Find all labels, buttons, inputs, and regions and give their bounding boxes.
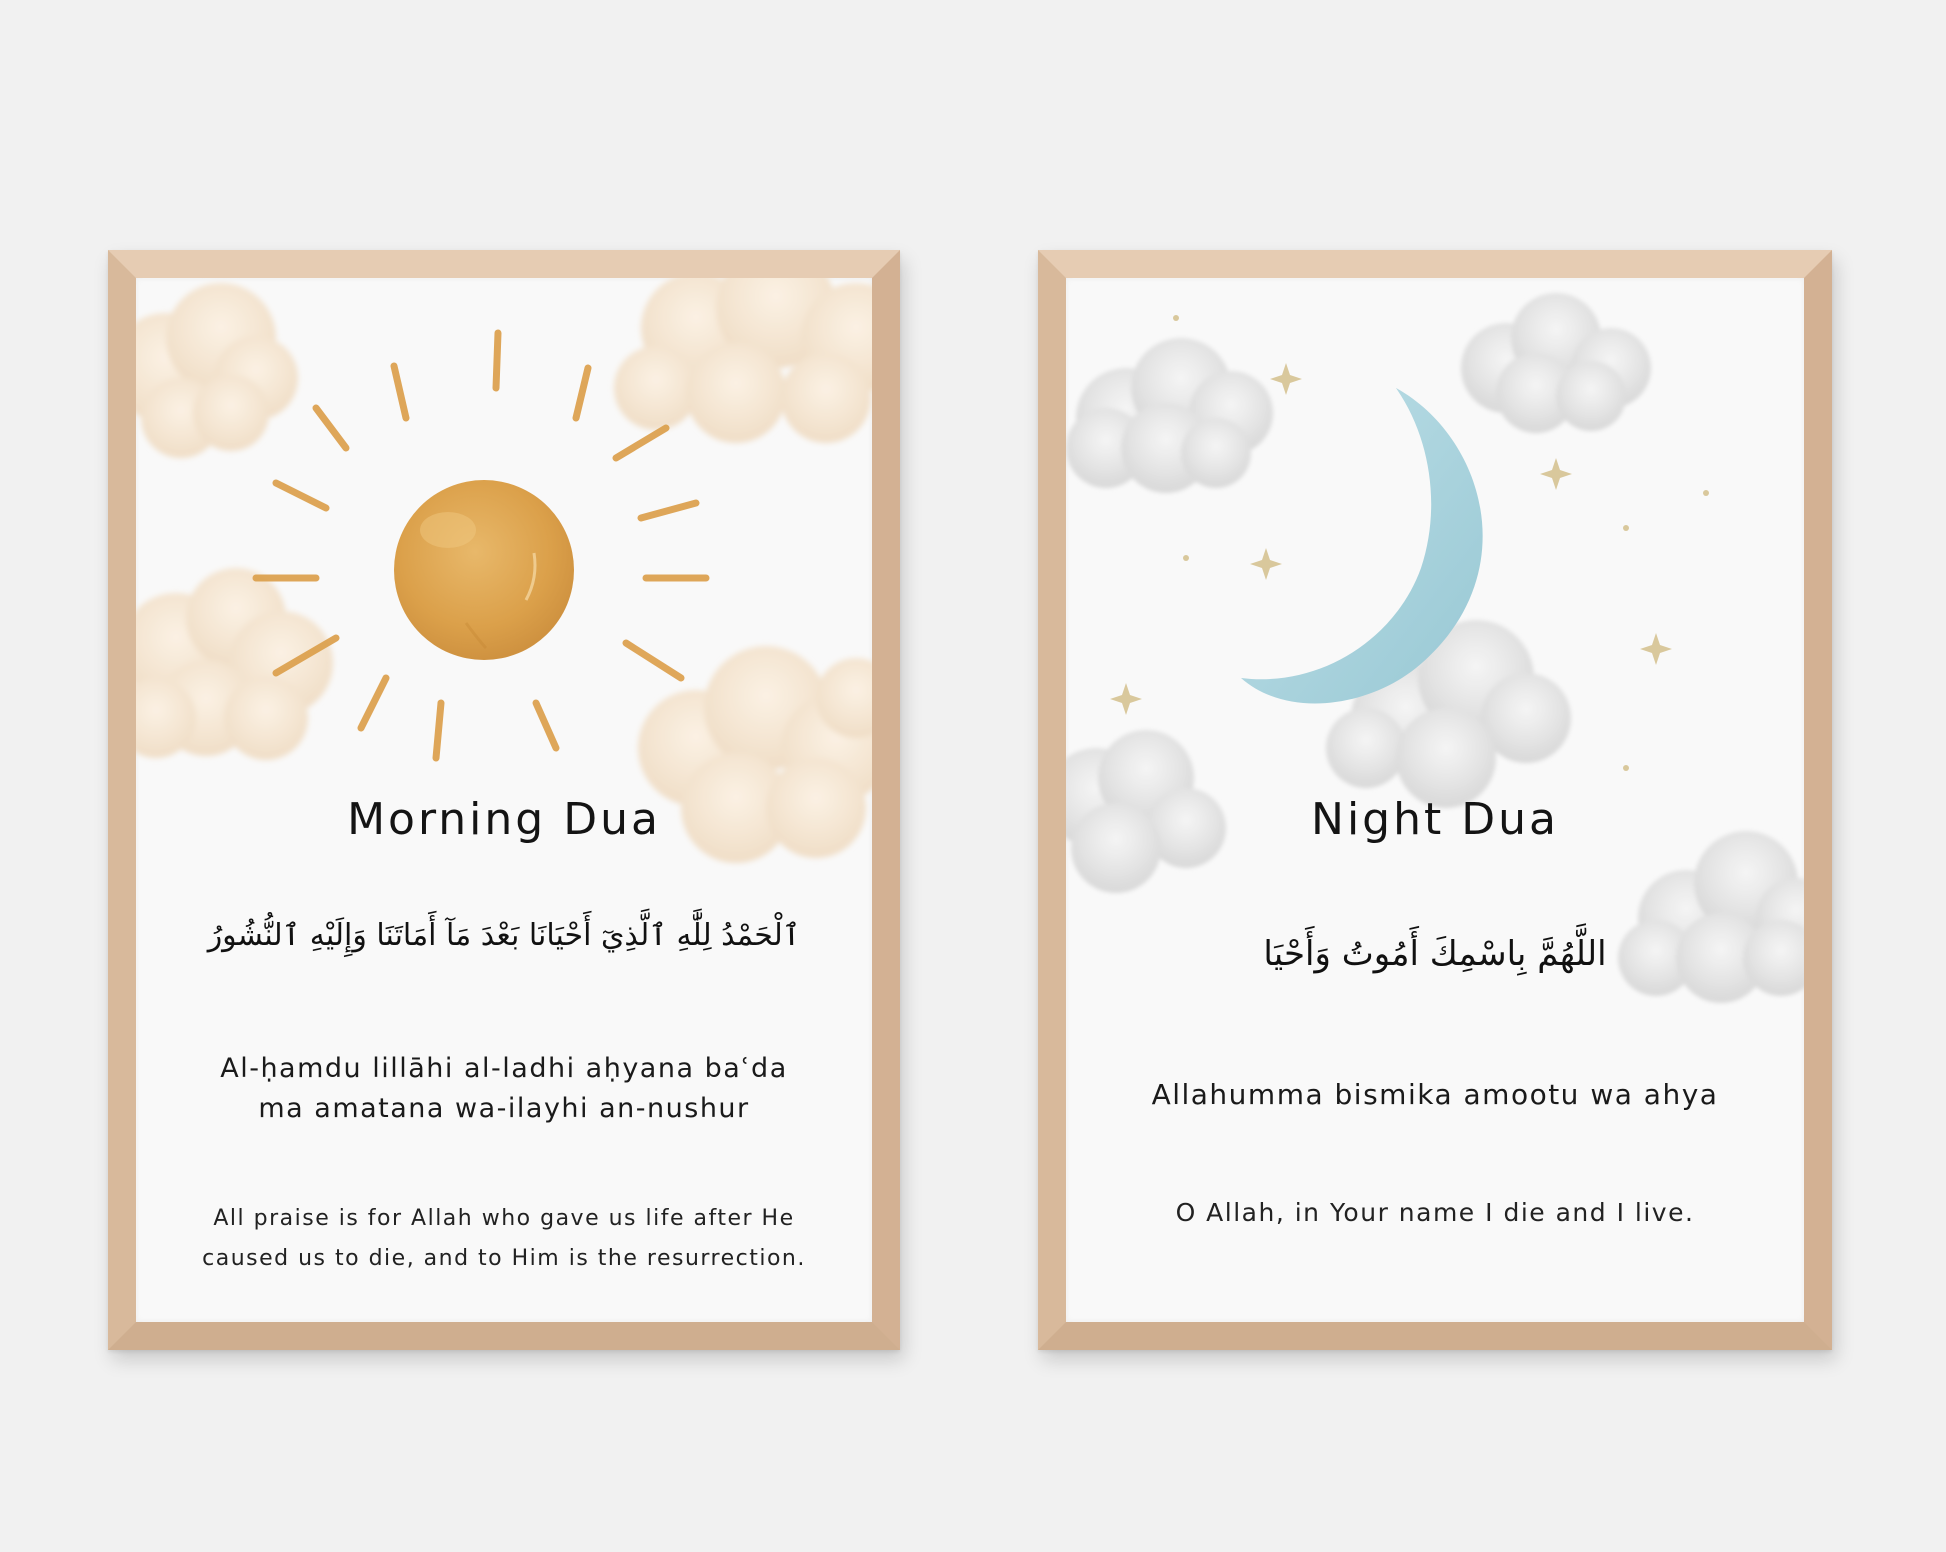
morning-dua-translation-line2: caused us to die, and to Him is the resurrection.	[202, 1246, 806, 1271]
morning-dua-frame	[108, 250, 900, 1350]
morning-dua-translation-line1: All praise is for Allah who gave us life after He	[213, 1206, 795, 1231]
night-dua-arabic: اللَّهُمَّ بِاسْمِكَ أَمُوتُ وَأَحْيَا	[1263, 934, 1607, 974]
cloud-top-right	[1461, 293, 1651, 433]
cloud-top-left	[1066, 338, 1273, 493]
morning-dua-print	[136, 278, 872, 1322]
sun-icon	[394, 480, 574, 660]
night-dua-print	[1066, 278, 1804, 1322]
cloud-middle-left	[136, 568, 333, 760]
morning-dua-title: Morning Dua	[347, 794, 661, 845]
cloud-top-left	[136, 283, 298, 458]
cloud-middle-right	[1618, 831, 1804, 1003]
morning-dua-transliteration-line1: Al-ḥamdu lillāhi al-ladhi aḥyana baʿda	[220, 1053, 788, 1084]
night-dua-frame	[1038, 250, 1832, 1350]
morning-dua-arabic: ٱلْحَمْدُ لِلَّٰهِ ٱلَّذِيٓ أَحْيَانَا بَعْدَ مَآ أَمَاتَنَا وَإِلَيْهِ ٱلنُّشُورُ	[207, 918, 801, 953]
cloud-top-right	[614, 278, 872, 443]
night-dua-translation: O Allah, in Your name I die and I live.	[1175, 1198, 1695, 1227]
night-dua-transliteration: Allahumma bismika amootu wa ahya	[1151, 1078, 1719, 1111]
morning-dua-transliteration-line2: ma amatana wa-ilayhi an-nushur	[258, 1093, 750, 1124]
night-dua-title: Night Dua	[1311, 794, 1559, 845]
